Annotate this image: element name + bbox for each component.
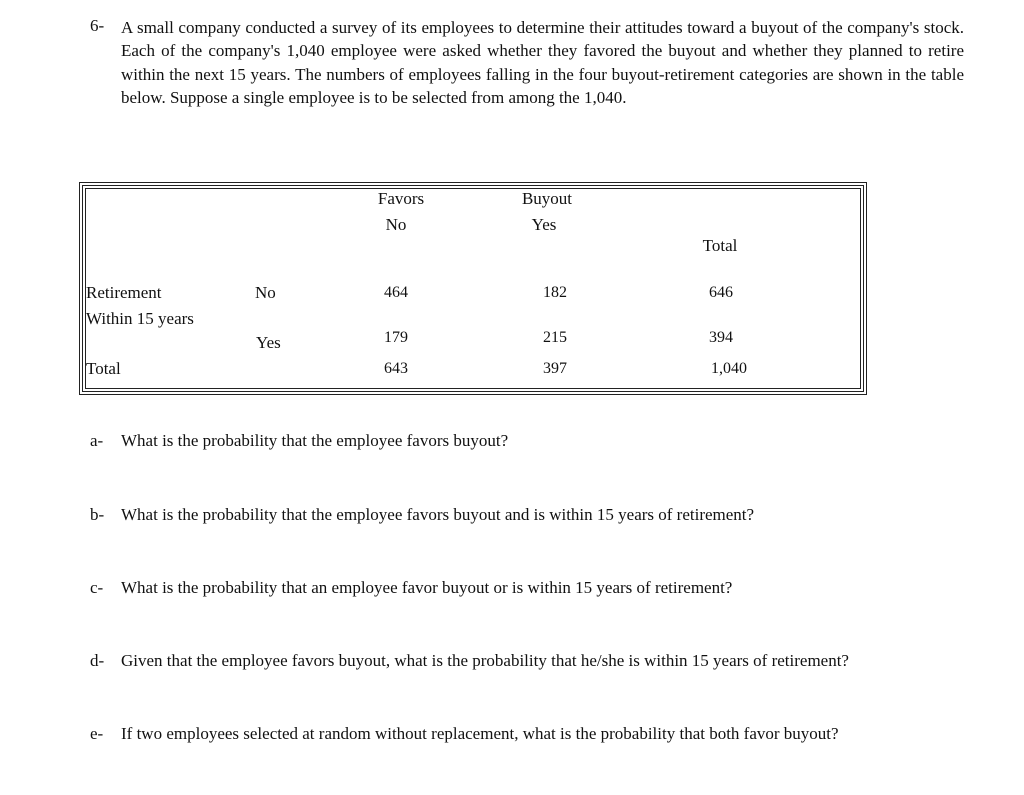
question-letter: b- — [90, 505, 105, 524]
question-letter: d- — [90, 651, 105, 670]
cell: 646 — [709, 284, 733, 301]
question-letter: a- — [90, 431, 104, 450]
row-no-label: No — [255, 283, 276, 302]
question-a: What is the probability that the employee favors buyout? — [121, 431, 509, 450]
question-letter: e- — [90, 724, 104, 743]
problem-number: 6- — [90, 16, 105, 35]
cell: 179 — [384, 329, 408, 346]
table-inner-border — [85, 188, 861, 389]
row-label-within: Within 15 years — [86, 309, 194, 328]
problem-text: A small company conducted a survey of its employees to determine their attitudes toward a buyout of the company's stock. Each of the company's 1,040 employee were asked whether they favored the buyout and whether they planned to retire within the next 15 years. The numbers of employees falling in the four buyout-retirement categories are shown in the table below. Suppose a single employee is to be selected from among the 1,040. — [121, 18, 964, 107]
header-buyout: Buyout — [521, 189, 573, 208]
cell: 397 — [543, 360, 567, 377]
row-label-retirement: Retirement — [86, 283, 162, 302]
cell: 643 — [384, 360, 408, 377]
cell: 215 — [543, 329, 567, 346]
contingency-table — [79, 182, 867, 395]
cell: 1,040 — [711, 360, 747, 377]
header-favors: Favors — [377, 189, 425, 208]
question-d: Given that the employee favors buyout, what is the probability that he/she is within 15 years of retirement? — [121, 651, 849, 670]
total-row-label: Total — [86, 359, 121, 378]
question-letter: c- — [90, 578, 104, 597]
question-e: If two employees selected at random without replacement, what is the probability that both favor buyout? — [121, 724, 839, 743]
cell: 394 — [709, 329, 733, 346]
header-no: No — [385, 215, 407, 234]
cell: 464 — [384, 284, 408, 301]
question-c: What is the probability that an employee favor buyout or is within 15 years of retirement? — [121, 578, 733, 597]
question-b: What is the probability that the employee favors buyout and is within 15 years of retirement? — [121, 505, 755, 524]
cell: 182 — [543, 284, 567, 301]
row-yes-label: Yes — [256, 333, 281, 352]
header-total: Total — [702, 236, 738, 255]
header-yes: Yes — [531, 215, 557, 234]
